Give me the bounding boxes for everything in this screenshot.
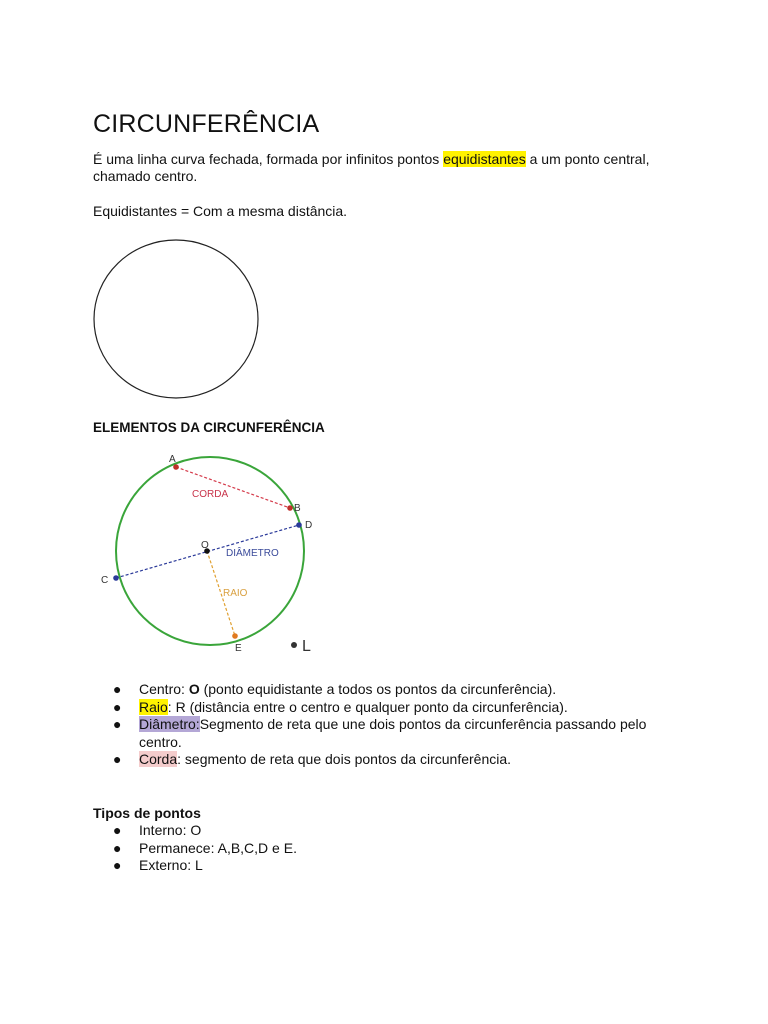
bullet-dot: ●: [113, 751, 122, 767]
intro-paragraph: [93, 151, 693, 185]
bullet-dot: ●: [113, 857, 122, 873]
tipos-list: [93, 822, 683, 875]
centro-symbol: O: [188, 681, 200, 697]
point-b-dot: [287, 505, 293, 511]
label-l: L: [302, 638, 311, 655]
point-e-dot: [232, 633, 238, 639]
tipos-title: Tipos de pontos: [93, 805, 201, 821]
list-item-centro: [93, 681, 683, 699]
corda-label: Corda: [139, 751, 178, 767]
label-b: B: [294, 503, 301, 514]
label-a: A: [169, 454, 176, 465]
bullet-dot: ●: [113, 822, 122, 838]
point-l-dot: [291, 642, 297, 648]
list-item-raio: [93, 699, 683, 717]
centro-text: (ponto equidistante a todos os pontos da circunferência).: [199, 681, 557, 697]
elements-list: [93, 681, 683, 769]
intro-highlight: equidistantes: [443, 151, 526, 167]
bullet-dot: ●: [113, 716, 122, 732]
bullet-dot: ●: [113, 681, 122, 697]
section-title: ELEMENTOS DA CIRCUNFERÊNCIA: [93, 420, 325, 435]
label-d: D: [305, 520, 313, 531]
bullet-dot: ●: [113, 839, 122, 856]
list-item-permanece: [93, 840, 683, 858]
label-raio: RAIO: [223, 588, 248, 599]
diametro-text: Segmento de reta que une dois pontos da circunferência passando pelo centro.: [139, 716, 647, 750]
corda-text: : segmento de reta que dois pontos da circunferência.: [177, 751, 512, 767]
label-diametro: DIÂMETRO: [226, 548, 279, 559]
point-a-dot: [173, 464, 179, 470]
list-item-diametro: [93, 716, 683, 751]
intro-text-after: a um ponto central, chamado centro.: [93, 151, 650, 184]
raio-text: : R (distância entre o centro e qualquer ponto da circunferência).: [167, 698, 568, 715]
diametro-label: Diâmetro:: [139, 716, 200, 732]
page-title: CIRCUNFERÊNCIA: [93, 110, 320, 138]
label-o: O: [201, 540, 209, 551]
list-item-interno: [93, 822, 683, 840]
tipo-interno: Interno: O: [139, 822, 202, 838]
tipo-permanece: Permanece: A,B,C,D e E.: [139, 839, 297, 856]
point-d-dot: [296, 522, 302, 528]
raio-label: Raio: [139, 698, 168, 715]
label-corda: CORDA: [192, 489, 229, 500]
intro-text-before: É uma linha curva fechada, formada por infinitos pontos: [93, 151, 444, 167]
circle-elements-diagram: [93, 448, 333, 658]
label-e: E: [235, 643, 242, 654]
definition-text: Equidistantes = Com a mesma distância.: [93, 203, 348, 219]
bullet-dot: ●: [113, 698, 122, 715]
plain-circle-figure: [93, 238, 263, 402]
list-item-corda: [93, 751, 683, 769]
list-item-externo: [93, 857, 683, 875]
corda-segment: [176, 467, 290, 508]
label-c: C: [101, 575, 109, 586]
tipo-externo: Externo: L: [139, 857, 203, 873]
plain-circle: [94, 240, 258, 398]
point-c-dot: [113, 575, 119, 581]
centro-label: Centro:: [139, 681, 185, 697]
